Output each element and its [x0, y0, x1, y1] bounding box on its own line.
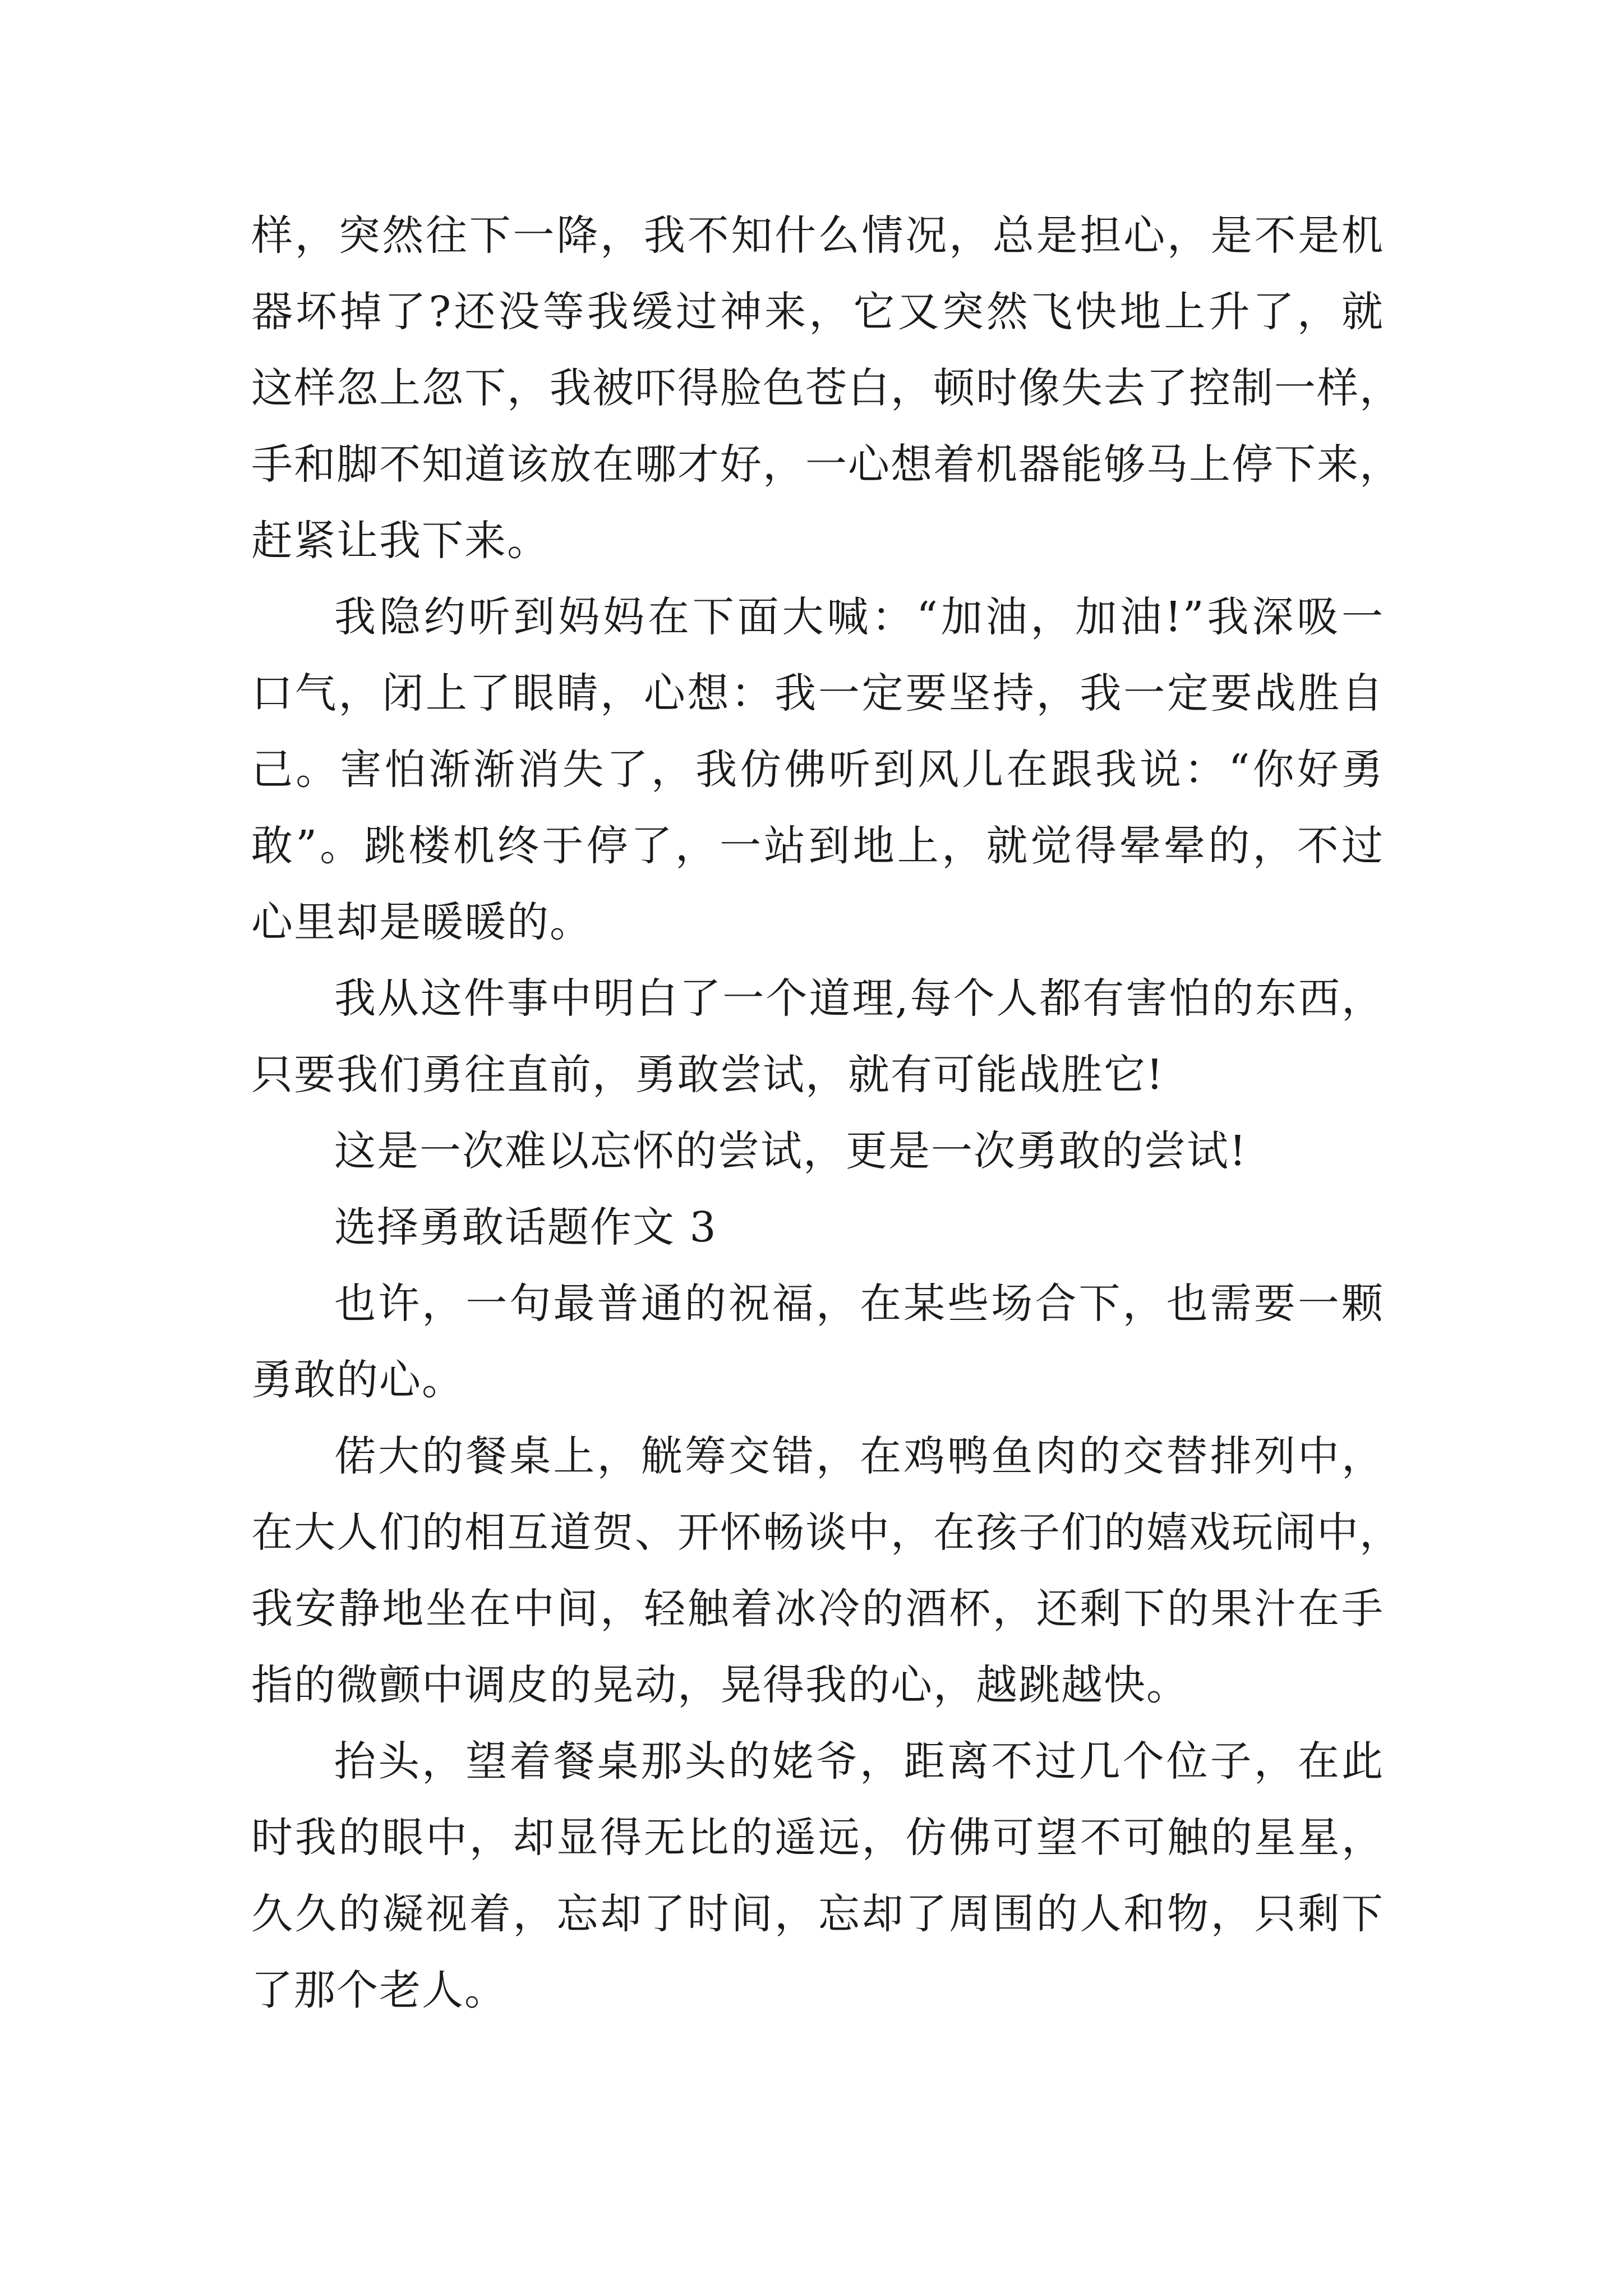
- text-line: 这是一次难以忘怀的尝试，更是一次勇敢的尝试!: [334, 1127, 1247, 1175]
- text-line: 抬头，望着餐桌那头的姥爷，距离不过几个位子，在此: [334, 1737, 1384, 1786]
- document-paragraph: [251, 197, 1402, 579]
- document-paragraph: [251, 960, 1384, 1113]
- document-paragraph: [251, 1189, 1384, 1266]
- text-line: 久久的凝视着，忘却了时间，忘却了周围的人和物，只剩下: [251, 1890, 1384, 1938]
- document-body: [251, 197, 1402, 2028]
- document-paragraph: [251, 579, 1384, 960]
- text-line: 时我的眼中，却显得无比的遥远，仿佛可望不可触的星星，: [251, 1814, 1384, 1862]
- text-line: 勇敢的心。: [251, 1356, 464, 1404]
- text-line: 赶紧让我下来。: [251, 517, 550, 565]
- document-paragraph: [251, 1723, 1384, 2028]
- text-line: 器坏掉了?还没等我缓过神来，它又突然飞快地上升了，就: [251, 288, 1384, 336]
- text-line: 口气，闭上了眼睛，心想：我一定要坚持，我一定要战胜自: [251, 669, 1384, 717]
- text-line: 这样忽上忽下，我被吓得脸色苍白，顿时像失去了控制一样，: [251, 364, 1402, 412]
- document-paragraph: [251, 1266, 1384, 1418]
- text-line: 我安静地坐在中间，轻触着冰冷的酒杯，还剩下的果汁在手: [251, 1585, 1384, 1633]
- text-line: 选择勇敢话题作文 3: [334, 1203, 717, 1251]
- text-line: 我隐约听到妈妈在下面大喊：“加油，加油!”我深吸一: [334, 593, 1384, 641]
- text-line: 样，突然往下一降，我不知什么情况，总是担心，是不是机: [251, 211, 1384, 260]
- text-line: 我从这件事中明白了一个道理,每个人都有害怕的东西，: [334, 974, 1384, 1023]
- text-line: 心里却是暖暖的。: [251, 898, 592, 946]
- text-line: 了那个老人。: [251, 1966, 507, 2014]
- text-line: 己。害怕渐渐消失了，我仿佛听到风儿在跟我说：“你好勇: [251, 746, 1384, 794]
- text-line: 也许，一句最普通的祝福，在某些场合下，也需要一颗: [334, 1280, 1384, 1328]
- text-line: 手和脚不知道该放在哪才好，一心想着机器能够马上停下来，: [251, 440, 1402, 489]
- text-line: 在大人们的相互道贺、开怀畅谈中，在孩子们的嬉戏玩闹中，: [251, 1508, 1402, 1557]
- text-line: 指的微颤中调皮的晃动，晃得我的心，越跳越快。: [251, 1661, 1189, 1709]
- text-line: 敢”。跳楼机终于停了，一站到地上，就觉得晕晕的，不过: [251, 822, 1384, 870]
- document-paragraph: [251, 1418, 1402, 1723]
- text-line: 偌大的餐桌上，觥筹交错，在鸡鸭鱼肉的交替排列中，: [334, 1432, 1384, 1480]
- text-line: 只要我们勇往直前，勇敢尝试，就有可能战胜它!: [251, 1051, 1164, 1099]
- document-paragraph: [251, 1113, 1384, 1189]
